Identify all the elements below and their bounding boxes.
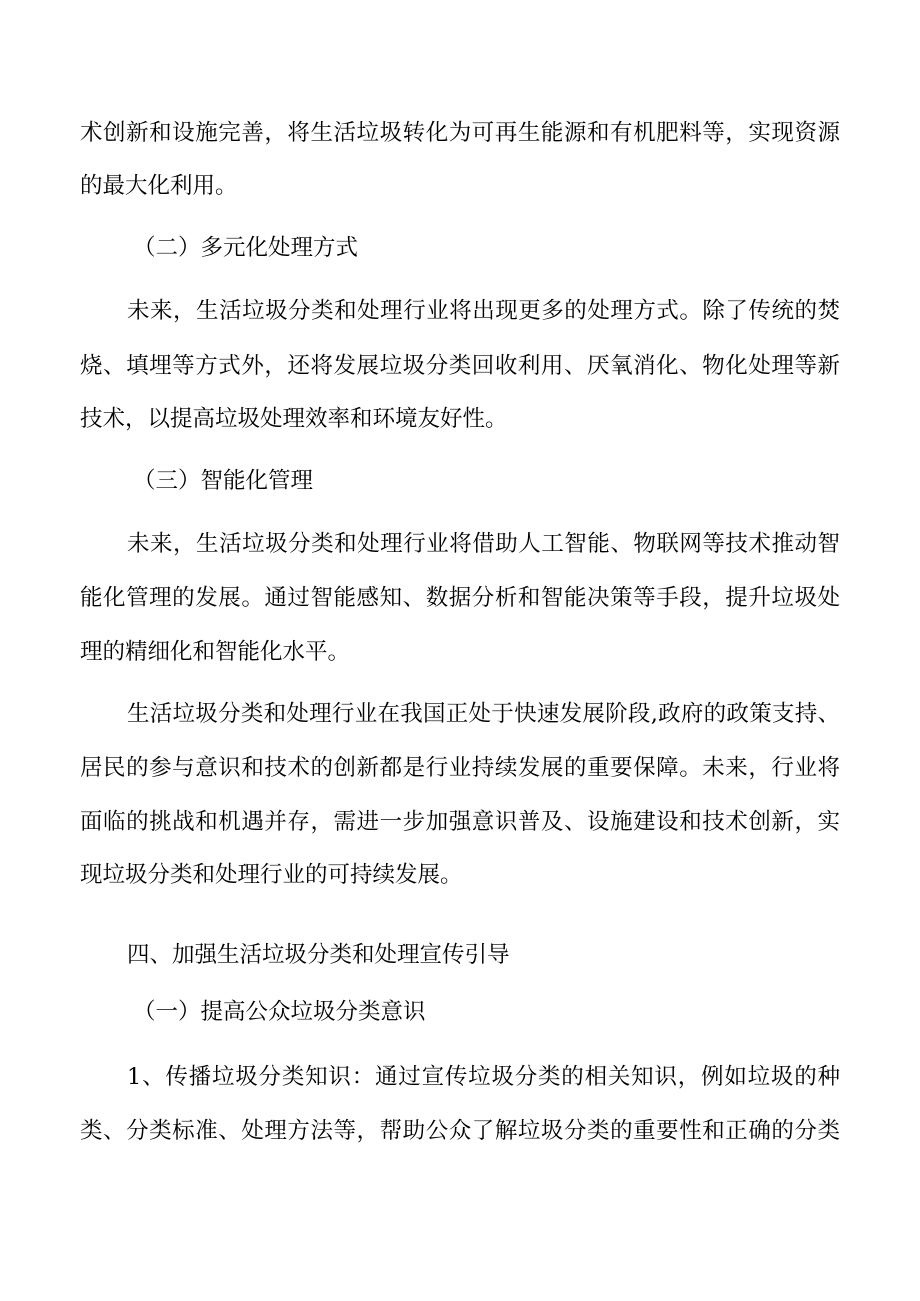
body-text-line: 能化管理的发展。通过智能感知、数据分析和智能决策等手段，提升垃圾处 bbox=[80, 585, 840, 611]
body-text-line: 现垃圾分类和处理行业的可持续发展。 bbox=[80, 862, 463, 888]
body-text-line: 的最大化利用。 bbox=[80, 173, 238, 199]
body-text-line: 烧、填埋等方式外，还将发展垃圾分类回收利用、厌氧消化、物化处理等新 bbox=[80, 353, 840, 379]
body-text-line: 理的精细化和智能化水平。 bbox=[80, 639, 351, 665]
section-heading: 四、加强生活垃圾分类和处理宣传引导 bbox=[127, 942, 510, 968]
body-text-line: 居民的参与意识和技术的创新都是行业持续发展的重要保障。未来，行业将 bbox=[80, 755, 840, 781]
body-text-line: 面临的挑战和机遇并存，需进一步加强意识普及、设施建设和技术创新，实 bbox=[80, 809, 840, 835]
body-text-line: 生活垃圾分类和处理行业在我国正处于快速发展阶段,政府的政策支持、 bbox=[127, 701, 840, 727]
body-text-line: 未来，生活垃圾分类和处理行业将出现更多的处理方式。除了传统的焚 bbox=[127, 298, 840, 324]
subsection-heading: （二）多元化处理方式 bbox=[133, 235, 359, 261]
body-text-line: 1、传播垃圾分类知识：通过宣传垃圾分类的相关知识，例如垃圾的种 bbox=[127, 1064, 840, 1090]
body-text-line: 术创新和设施完善，将生活垃圾转化为可再生能源和有机肥料等，实现资源 bbox=[80, 120, 840, 146]
subsection-heading: （三）智能化管理 bbox=[133, 468, 314, 494]
subsection-heading: （一）提高公众垃圾分类意识 bbox=[133, 999, 426, 1025]
body-text-line: 类、分类标准、处理方法等，帮助公众了解垃圾分类的重要性和正确的分类 bbox=[80, 1118, 840, 1144]
body-text-line: 技术，以提高垃圾处理效率和环境友好性。 bbox=[80, 406, 508, 432]
body-text-line: 未来，生活垃圾分类和处理行业将借助人工智能、物联网等技术推动智 bbox=[127, 531, 840, 557]
